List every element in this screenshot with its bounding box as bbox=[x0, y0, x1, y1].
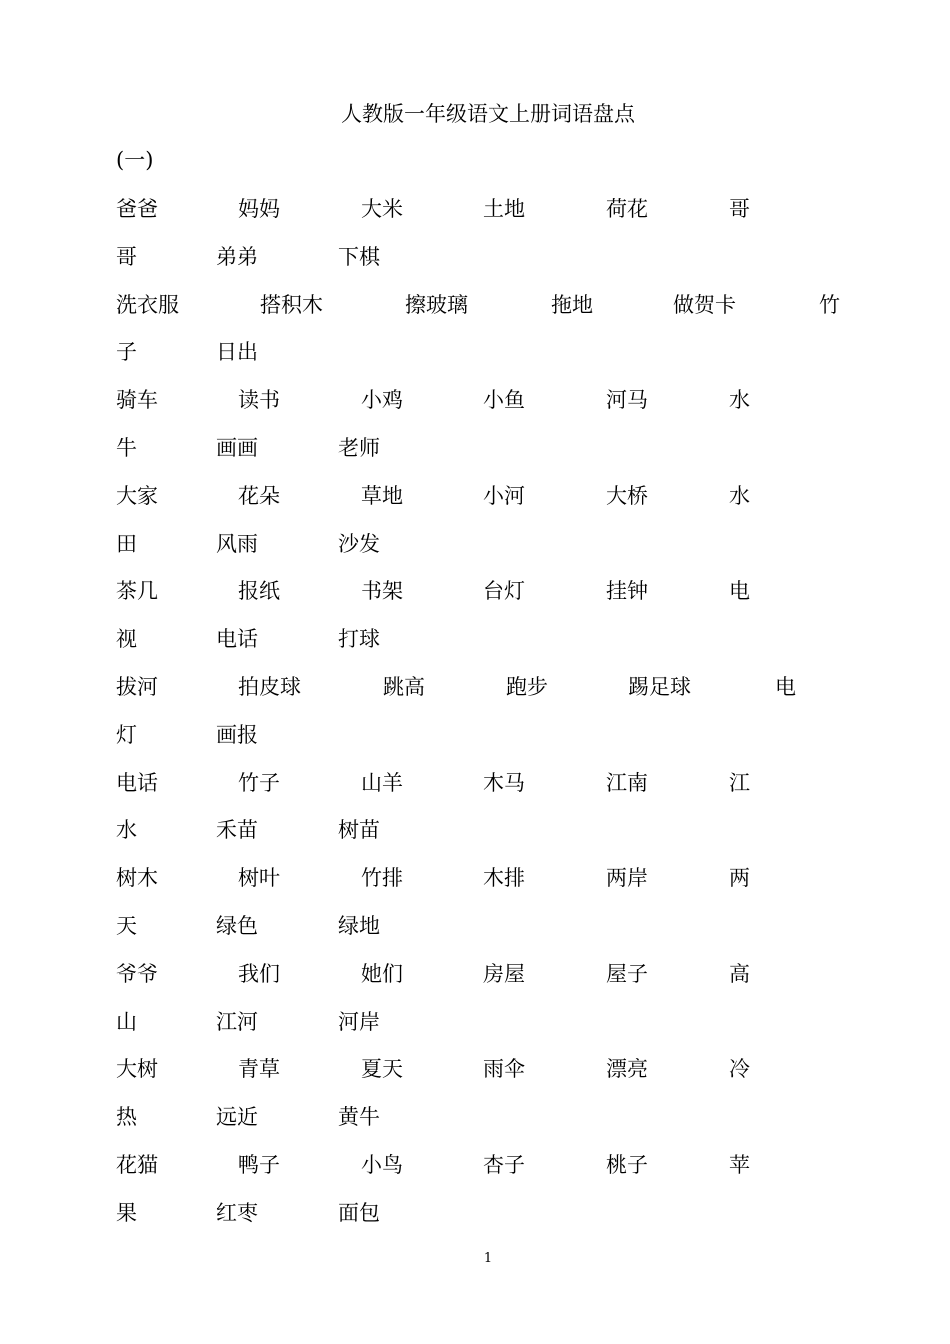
word-line bbox=[0, 1008, 950, 1036]
word-line bbox=[0, 530, 950, 558]
word-item: 骑车 bbox=[116, 388, 158, 412]
word-item: 大家 bbox=[116, 484, 158, 508]
word-item: 鸭子 bbox=[238, 1153, 280, 1177]
word-item: 书架 bbox=[361, 579, 403, 603]
word-line bbox=[0, 1151, 950, 1179]
word-item: 妈妈 bbox=[238, 197, 280, 221]
word-item: 爷爷 bbox=[116, 962, 158, 986]
word-line bbox=[0, 434, 950, 462]
word-item: 水 bbox=[116, 818, 137, 842]
word-item: 远近 bbox=[216, 1105, 258, 1129]
word-item: 小鸡 bbox=[361, 388, 403, 412]
word-item: 热 bbox=[116, 1105, 137, 1129]
word-line bbox=[0, 721, 950, 749]
word-item: 果 bbox=[116, 1201, 137, 1225]
word-item: 山 bbox=[116, 1010, 137, 1034]
word-item: 山羊 bbox=[361, 771, 403, 795]
word-line bbox=[0, 769, 950, 797]
word-item: 两 bbox=[729, 866, 750, 890]
word-item: 爸爸 bbox=[116, 197, 158, 221]
word-item: 小鸟 bbox=[361, 1153, 403, 1177]
word-item: 跳高 bbox=[383, 675, 425, 699]
word-line bbox=[0, 482, 950, 510]
word-item: 风雨 bbox=[216, 532, 258, 556]
section-label: (一) bbox=[116, 148, 154, 172]
word-item: 挂钟 bbox=[606, 579, 648, 603]
word-item: 读书 bbox=[238, 388, 280, 412]
word-item: 哥 bbox=[116, 245, 137, 269]
word-item: 花猫 bbox=[116, 1153, 158, 1177]
word-item: 小鱼 bbox=[483, 388, 525, 412]
word-item: 杏子 bbox=[483, 1153, 525, 1177]
word-item: 高 bbox=[729, 962, 750, 986]
word-item: 拔河 bbox=[116, 675, 158, 699]
word-line bbox=[0, 243, 950, 271]
word-item: 大桥 bbox=[606, 484, 648, 508]
word-line bbox=[0, 291, 950, 319]
word-item: 桃子 bbox=[606, 1153, 648, 1177]
word-item: 田 bbox=[116, 532, 137, 556]
word-item: 红枣 bbox=[216, 1201, 258, 1225]
word-item: 屋子 bbox=[606, 962, 648, 986]
word-item: 大树 bbox=[116, 1057, 158, 1081]
word-item: 报纸 bbox=[238, 579, 280, 603]
word-item: 电 bbox=[729, 579, 750, 603]
word-item: 电话 bbox=[116, 771, 158, 795]
word-item: 黄牛 bbox=[338, 1105, 380, 1129]
word-item: 画报 bbox=[216, 723, 258, 747]
word-item: 拖地 bbox=[551, 293, 593, 317]
word-item: 哥 bbox=[729, 197, 750, 221]
word-item: 树苗 bbox=[338, 818, 380, 842]
word-item: 牛 bbox=[116, 436, 137, 460]
word-item: 木马 bbox=[483, 771, 525, 795]
word-item: 江南 bbox=[606, 771, 648, 795]
word-item: 子 bbox=[116, 340, 137, 364]
word-item: 花朵 bbox=[238, 484, 280, 508]
page-number: 1 bbox=[483, 1251, 493, 1266]
word-item: 擦玻璃 bbox=[405, 293, 468, 317]
word-item: 视 bbox=[116, 627, 137, 651]
word-item: 青草 bbox=[238, 1057, 280, 1081]
word-item: 她们 bbox=[361, 962, 403, 986]
word-item: 禾苗 bbox=[216, 818, 258, 842]
word-line bbox=[0, 1055, 950, 1083]
document-title: 人教版一年级语文上册词语盘点 bbox=[341, 102, 635, 126]
word-item: 雨伞 bbox=[483, 1057, 525, 1081]
word-item: 沙发 bbox=[338, 532, 380, 556]
word-item: 两岸 bbox=[606, 866, 648, 890]
word-item: 电 bbox=[775, 675, 796, 699]
word-item: 苹 bbox=[729, 1153, 750, 1177]
word-line bbox=[0, 864, 950, 892]
word-item: 踢足球 bbox=[628, 675, 691, 699]
word-item: 河马 bbox=[606, 388, 648, 412]
word-item: 面包 bbox=[338, 1201, 380, 1225]
word-line bbox=[0, 673, 950, 701]
word-line bbox=[0, 386, 950, 414]
word-line bbox=[0, 816, 950, 844]
word-item: 绿色 bbox=[216, 914, 258, 938]
word-item: 画画 bbox=[216, 436, 258, 460]
word-item: 拍皮球 bbox=[238, 675, 301, 699]
word-line bbox=[0, 625, 950, 653]
word-item: 房屋 bbox=[483, 962, 525, 986]
word-item: 树木 bbox=[116, 866, 158, 890]
word-item: 下棋 bbox=[338, 245, 380, 269]
word-item: 绿地 bbox=[338, 914, 380, 938]
word-item: 搭积木 bbox=[260, 293, 323, 317]
word-item: 竹子 bbox=[238, 771, 280, 795]
word-item: 江河 bbox=[216, 1010, 258, 1034]
word-item: 树叶 bbox=[238, 866, 280, 890]
word-item: 竹排 bbox=[361, 866, 403, 890]
word-item: 台灯 bbox=[483, 579, 525, 603]
word-item: 江 bbox=[729, 771, 750, 795]
word-item: 竹 bbox=[819, 293, 840, 317]
word-line bbox=[0, 1103, 950, 1131]
word-item: 电话 bbox=[216, 627, 258, 651]
word-item: 河岸 bbox=[338, 1010, 380, 1034]
word-item: 我们 bbox=[238, 962, 280, 986]
word-line bbox=[0, 960, 950, 988]
word-item: 冷 bbox=[729, 1057, 750, 1081]
word-item: 大米 bbox=[361, 197, 403, 221]
word-item: 茶几 bbox=[116, 579, 158, 603]
word-item: 夏天 bbox=[361, 1057, 403, 1081]
word-item: 荷花 bbox=[606, 197, 648, 221]
word-item: 跑步 bbox=[506, 675, 548, 699]
word-item: 做贺卡 bbox=[673, 293, 736, 317]
word-item: 木排 bbox=[483, 866, 525, 890]
word-item: 水 bbox=[729, 484, 750, 508]
word-item: 日出 bbox=[216, 340, 258, 364]
word-item: 灯 bbox=[116, 723, 137, 747]
word-line bbox=[0, 195, 950, 223]
word-item: 老师 bbox=[338, 436, 380, 460]
word-line bbox=[0, 1199, 950, 1227]
word-item: 水 bbox=[729, 388, 750, 412]
word-item: 打球 bbox=[338, 627, 380, 651]
word-item: 小河 bbox=[483, 484, 525, 508]
word-item: 天 bbox=[116, 914, 137, 938]
word-line bbox=[0, 912, 950, 940]
word-item: 土地 bbox=[483, 197, 525, 221]
word-item: 弟弟 bbox=[216, 245, 258, 269]
word-item: 草地 bbox=[361, 484, 403, 508]
word-line bbox=[0, 577, 950, 605]
word-item: 洗衣服 bbox=[116, 293, 179, 317]
word-item: 漂亮 bbox=[606, 1057, 648, 1081]
word-line bbox=[0, 338, 950, 366]
